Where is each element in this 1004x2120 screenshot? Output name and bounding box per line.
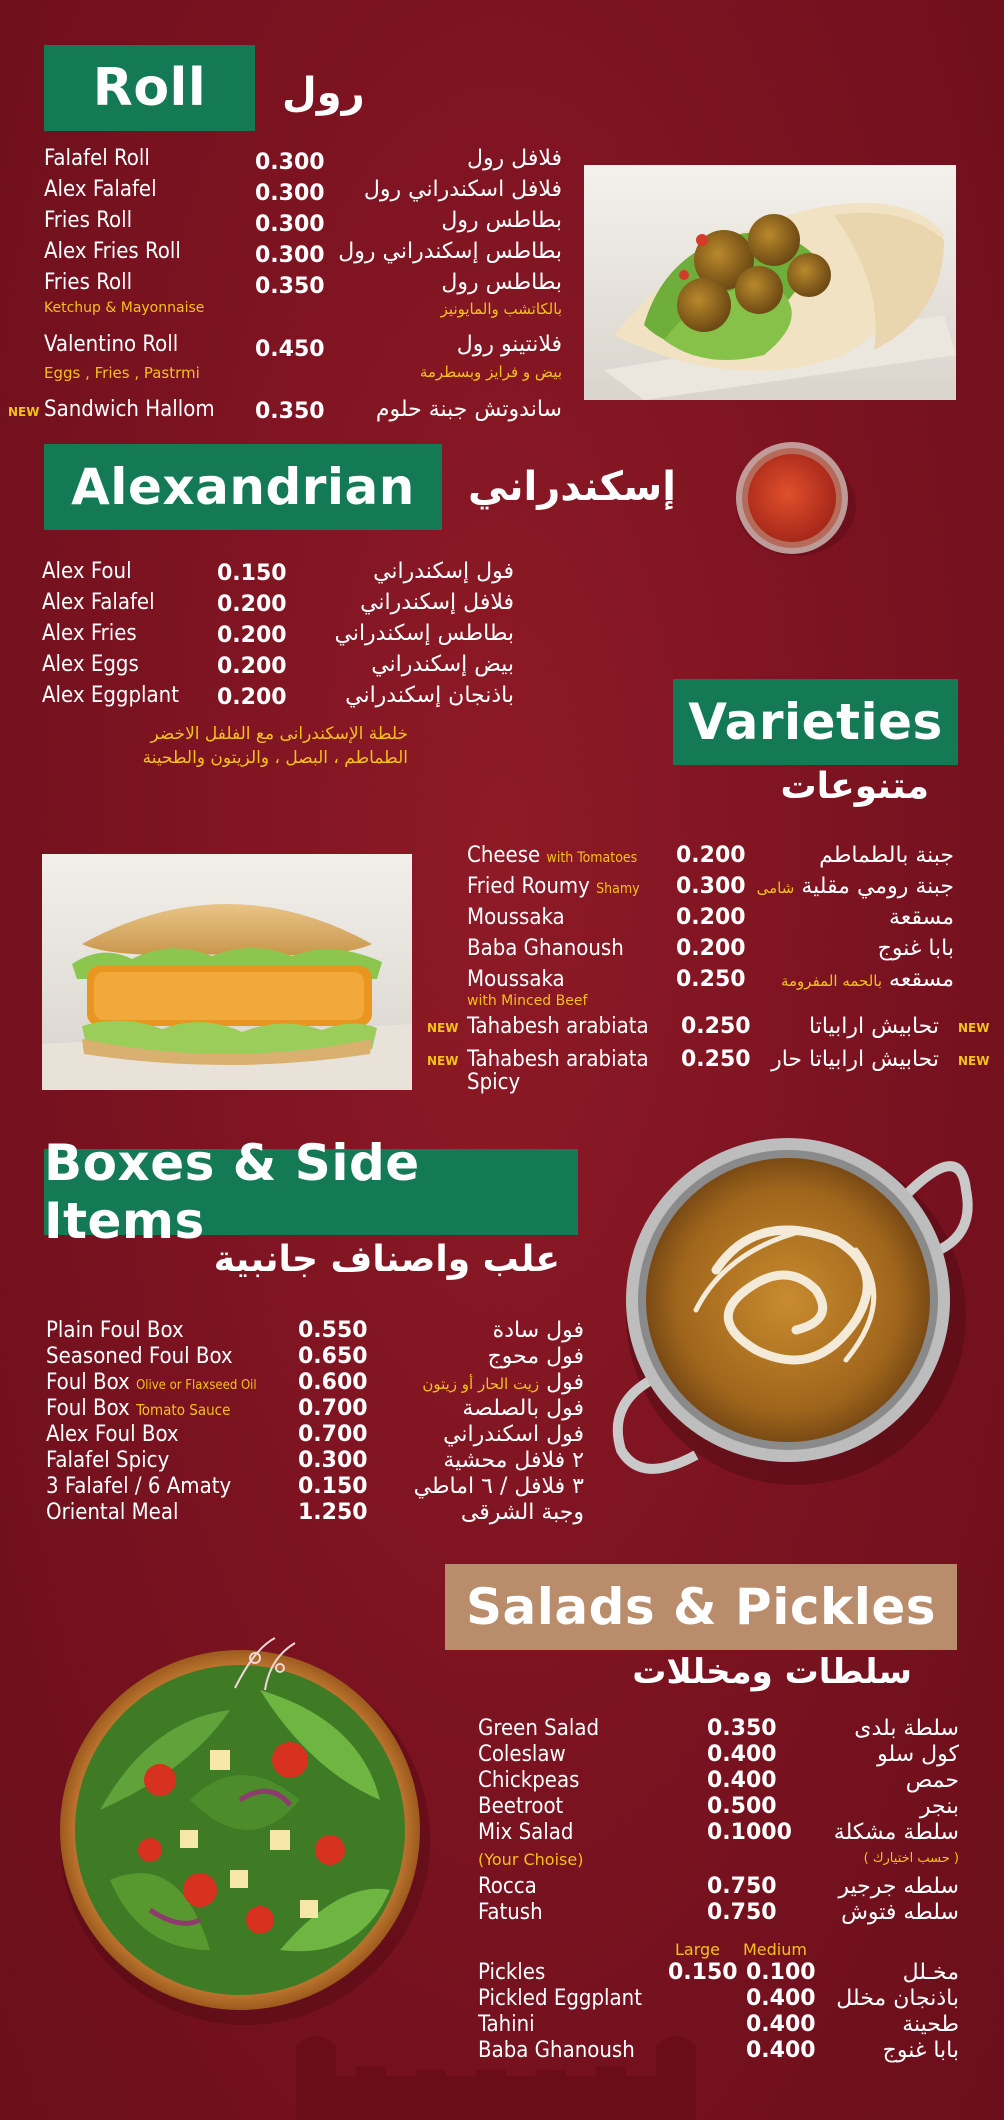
menu-item-arabic: بيض إسكندراني [371,652,514,677]
menu-item-name: Beetroot [478,1794,564,1819]
menu-item-price-medium: 0.400 [746,1986,816,2011]
menu-item-price: 0.400 [707,1768,777,1793]
menu-item-name-text: Cheese [467,843,541,868]
menu-item-name: Falafel Spicy [46,1448,170,1473]
menu-item-name: Alex Falafel [44,177,157,202]
boxes-title-banner [44,1134,578,1250]
menu-item-name: Fries Roll [44,208,133,233]
salads-title-banner [445,1564,957,1650]
menu-item-name: Rocca [478,1874,537,1899]
salads-title: Salads & Pickles [465,1578,937,1636]
roll-title-banner [44,45,255,131]
menu-item-name: Tahini [478,2012,535,2037]
alexandrian-mix-note: الطماطم ، البصل ، والزيتون والطحينة [142,748,408,768]
menu-item-price: 0.200 [217,623,287,648]
menu-item-arabic: سلطه جرجير [838,1874,959,1899]
menu-item-price-medium: 0.400 [746,2038,816,2063]
menu-item-price: 0.300 [255,243,325,268]
menu-item-name: Tahabesh arabiata [467,1047,649,1072]
menu-item-price: 0.200 [217,592,287,617]
menu-item-arabic: بطاطس إسكندراني [334,621,514,646]
menu-item-price: 0.550 [298,1318,368,1343]
varieties-title-banner [673,679,958,765]
menu-item-price: 1.250 [298,1500,368,1525]
menu-item-name: Alex Falafel [42,590,155,615]
menu-item-name [467,843,637,868]
menu-item-name: Moussaka [467,905,565,930]
menu-item-price: 0.350 [255,274,325,299]
menu-item-name: Fatush [478,1900,543,1925]
menu-item-price: 0.450 [255,337,325,362]
menu-item-note-arabic: ( حسب اختيارك ) [863,1851,959,1866]
menu-item-price: 0.700 [298,1422,368,1447]
menu-item-price: 0.700 [298,1396,368,1421]
menu-item-name: Fries Roll [44,270,133,295]
menu-item-price: 0.350 [707,1716,777,1741]
menu-item-name [467,874,640,899]
menu-item-note-arabic: بالحمه المفرومة [780,972,883,990]
menu-item-arabic: مخـلل [902,1960,959,1985]
menu-item-arabic-text: جبنة رومي مقلية [801,874,954,899]
menu-item-price: 0.200 [676,843,746,868]
boxes-title-arabic: علب واصناف جانبية [213,1239,560,1280]
menu-item-name: Alex Foul [42,559,132,584]
menu-item-name: 3 Falafel / 6 Amaty [46,1474,232,1499]
menu-item-arabic: حمص [905,1768,959,1793]
menu-item-arabic: كول سلو [877,1742,959,1767]
menu-item-price: 0.300 [255,150,325,175]
menu-item-name: Mix Salad [478,1820,574,1845]
menu-item-arabic: سلطة بلدى [854,1716,959,1741]
spice-bowl-image [728,436,860,558]
menu-item-price: 0.600 [298,1370,368,1395]
menu-item-price: 0.250 [681,1014,751,1039]
menu-item-price: 0.200 [217,654,287,679]
menu-item-note-arabic: بالكاتشب والمايونيز [440,300,562,318]
alexandrian-title-banner [44,444,442,530]
menu-item-arabic [781,967,954,992]
menu-item-note-arabic: شامى [756,879,795,897]
menu-item-note-arabic: بيض و فرايز وبسطرمة [419,363,562,381]
menu-item-name: Valentino Roll [44,332,179,357]
menu-item-name: Falafel Roll [44,146,150,171]
new-badge: NEW [8,405,40,419]
new-badge: NEW [958,1021,990,1035]
varieties-title: Varieties [688,693,943,751]
menu-item-arabic: فلافل اسكندراني رول [363,177,562,202]
falafel-wrap-image [584,165,956,400]
new-badge: NEW [427,1054,459,1068]
menu-item-name: Alex Fries Roll [44,239,181,264]
menu-item-price-medium: 0.100 [746,1960,816,1985]
menu-item-name: Green Salad [478,1716,600,1741]
menu-item-arabic: ٢ فلافل محشية [443,1448,584,1473]
varieties-title-arabic: متنوعات [780,766,929,807]
menu-item-arabic: باذنجان إسكندراني [345,683,514,708]
menu-item-arabic: سلطة مشكلة [833,1820,959,1845]
menu-item-name: Sandwich Hallom [44,397,215,422]
menu-item-arabic: بطاطس إسكندراني رول [338,239,562,264]
menu-item-price: 0.150 [217,561,287,586]
menu-item-name: Moussaka [467,967,565,992]
menu-item-arabic: باذنجان مخلل [836,1986,959,2011]
menu-item-name: Baba Ghanoush [478,2038,635,2063]
menu-item-name: Alex Eggplant [42,683,179,708]
menu-item-price: 0.300 [255,212,325,237]
leaf-doodle-icon [225,1628,305,1702]
menu-item-name: Alex Fries [42,621,137,646]
menu-item-arabic: بنجر [919,1794,959,1819]
alexandrian-title: Alexandrian [71,458,415,516]
menu-item-name: Alex Eggs [42,652,139,677]
menu-item-arabic: ٣ فلافل / ٦ اماطي [413,1474,584,1499]
menu-item-price: 0.1000 [707,1820,792,1845]
menu-item-arabic: فول اسكندراني [443,1422,584,1447]
menu-item-arabic: فول إسكندراني [373,559,514,584]
menu-item-price: 0.500 [707,1794,777,1819]
menu-item-arabic: طحينة [902,2012,959,2037]
menu-item-note: (Your Choise) [478,1850,584,1869]
menu-item-price: 0.750 [707,1900,777,1925]
menu-item-note: Shamy [596,881,640,897]
menu-item-name: Tahabesh arabiata [467,1014,649,1039]
menu-item-price-large: 0.150 [668,1960,738,1985]
menu-item-price: 0.200 [217,685,287,710]
size-header-medium: Medium [743,1940,807,1959]
menu-item-price: 0.350 [255,399,325,424]
menu-item-arabic-text: مسقعه [889,967,954,992]
menu-item-arabic: بطاطس رول [441,270,562,295]
menu-item-price-medium: 0.400 [746,2012,816,2037]
menu-item-arabic: فلانتينو رول [456,332,562,357]
menu-item-arabic: سلطه فتوش [841,1900,959,1925]
menu-item-note-arabic: زيت الحار أو زيتون [422,1375,540,1393]
menu-item-arabic-text: فول [546,1370,584,1395]
menu-item-name: Seasoned Foul Box [46,1344,233,1369]
menu-item-arabic: فلافل رول [466,146,562,171]
menu-item-price: 0.300 [676,874,746,899]
menu-item-name: Baba Ghanoush [467,936,624,961]
menu-item-arabic: فول محوج [487,1344,584,1369]
menu-item-name: Chickpeas [478,1768,580,1793]
foul-pot-image [606,1100,974,1492]
menu-item-price: 0.150 [298,1474,368,1499]
menu-item-arabic [757,874,954,899]
menu-item-name-line2: Spicy [467,1070,521,1095]
menu-item-price: 0.200 [676,936,746,961]
menu-item-arabic: بطاطس رول [441,208,562,233]
menu-item-arabic: جبنة بالطماطم [819,843,954,868]
menu-item-price: 0.300 [255,181,325,206]
menu-item-arabic: تحابيش ارابياتا حار [771,1047,939,1072]
boxes-title: Boxes & Side Items [44,1134,420,1250]
menu-item-name: Alex Foul Box [46,1422,179,1447]
menu-item-name: Coleslaw [478,1742,566,1767]
fish-sandwich-image [42,854,412,1090]
roll-title: Roll [92,58,207,118]
menu-item-arabic: فول بالصلصة [462,1396,584,1421]
menu-item-arabic [422,1370,584,1395]
menu-item-price: 0.250 [676,967,746,992]
menu-item-name [46,1396,230,1421]
new-badge: NEW [427,1021,459,1035]
menu-item-name-text: Foul Box [46,1370,130,1395]
menu-item-price: 0.750 [707,1874,777,1899]
menu-item-arabic: ساندوتش جبنة حلوم [375,397,562,422]
menu-item-arabic: فلافل إسكندراني [360,590,514,615]
menu-item-name: Oriental Meal [46,1500,179,1525]
menu-item-note: Tomato Sauce [136,1401,231,1419]
menu-item-price: 0.300 [298,1448,368,1473]
alexandrian-mix-note: خلطة الإسكندرانى مع الفلفل الاخضر [150,724,408,744]
menu-item-note: Eggs , Fries , Pastrmi [44,364,200,382]
menu-item-name: Pickles [478,1960,546,1985]
menu-item-name-text: Fried Roumy [467,874,590,899]
size-header-large: Large [675,1940,721,1959]
menu-item-price: 0.650 [298,1344,368,1369]
new-badge: NEW [958,1054,990,1068]
menu-item-price: 0.200 [676,905,746,930]
menu-item-note: Ketchup & Mayonnaise [44,300,205,316]
menu-item-arabic: بابا غنوج [877,936,954,961]
menu-item-arabic: تحابيش ارابياتا [809,1014,939,1039]
menu-item-arabic: وجبة الشرقى [460,1500,584,1525]
menu-item-note: with Tomatoes [546,850,638,866]
salads-title-arabic: سلطات ومخللات [632,1652,912,1692]
alexandrian-title-arabic: إسكندراني [468,464,676,510]
menu-item-note: with Minced Beef [467,993,588,1009]
menu-item-name: Plain Foul Box [46,1318,184,1343]
menu-item-arabic: فول سادة [492,1318,584,1343]
menu-item-price: 0.250 [681,1047,751,1072]
menu-item-name-text: Foul Box [46,1396,130,1421]
roll-title-arabic: رول [282,70,365,116]
menu-item-name [46,1370,257,1395]
menu-item-name: Pickled Eggplant [478,1986,642,2011]
menu-item-price: 0.400 [707,1742,777,1767]
menu-item-note: Olive or Flaxseed Oil [136,1378,257,1393]
menu-item-arabic: بابا غنوج [882,2038,959,2063]
menu-item-arabic: مسقعة [889,905,954,930]
